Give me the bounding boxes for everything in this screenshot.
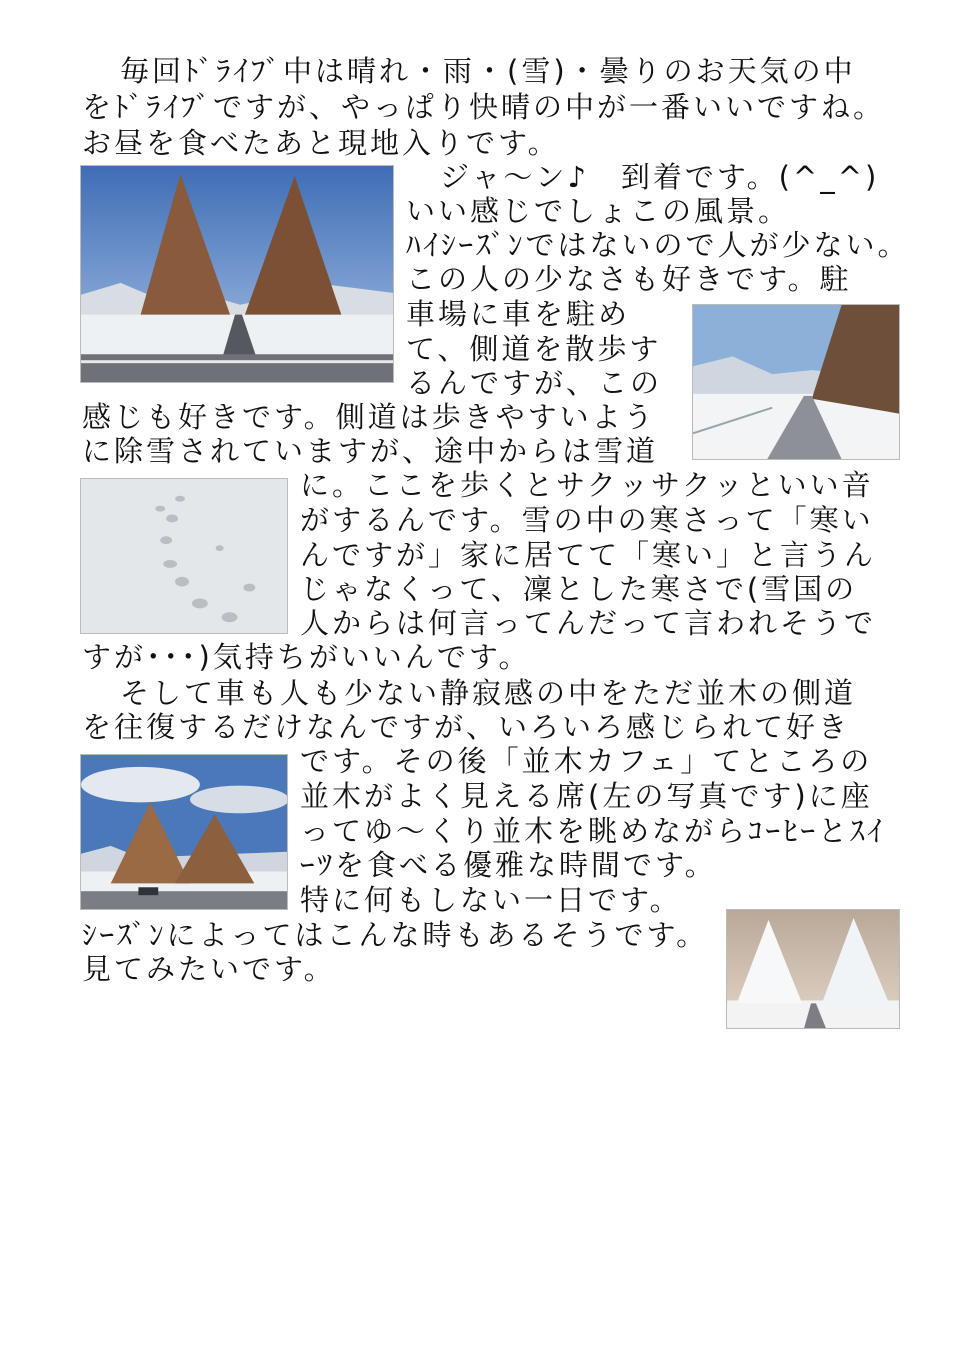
text-line: んですが」家に居てて「寒い」と言うん xyxy=(300,538,877,572)
text-line: をﾄﾞﾗｲﾌﾞですが、やっぱり快晴の中が一番いいですね。 xyxy=(82,90,886,124)
text-line: ﾊｲｼｰｽﾞﾝではないので人が少ない。 xyxy=(406,228,910,262)
text-line: ｰﾂを食べる優雅な時間です。 xyxy=(300,848,717,882)
text-line: 並木がよく見える席(左の写真です)に座 xyxy=(300,779,873,813)
photo-cafe-view xyxy=(80,754,288,910)
text-line: に除雪されていますが、途中からは雪道 xyxy=(82,434,659,468)
text-line: いい感じでしょこの風景。 xyxy=(406,194,791,228)
text-line: て、側道を散歩す xyxy=(406,332,662,366)
text-line: です。その後「並木カフェ」てところの xyxy=(300,744,873,778)
text-line: そして車も人も少ない静寂感の中をただ並木の側道 xyxy=(120,676,857,710)
text-line: 人からは何言ってんだって言われそうで xyxy=(300,606,877,640)
text-line: 特に何もしない一日です。 xyxy=(300,883,682,917)
text-line: ｼｰｽﾞﾝによってはこんな時もあるそうです。 xyxy=(82,918,709,952)
text-line: ってゆ～くり並木を眺めながらｺｰﾋｰとｽｲ xyxy=(300,814,886,848)
text-line: ジャ～ン♪ 到着です。(^_^) xyxy=(440,160,880,194)
text-line: すが･･･)気持ちがいいんです。 xyxy=(82,640,531,674)
text-line: お昼を食べたあと現地入りです。 xyxy=(82,126,560,160)
text-line: を往復するだけなんですが、いろいろ感じられて好き xyxy=(82,710,851,744)
text-line: 毎回ﾄﾞﾗｲﾌﾞ中は晴れ・雨・(雪)・曇りのお天気の中 xyxy=(120,54,856,88)
photo-side-path xyxy=(692,304,900,460)
text-line: じゃなくって、凜とした寒さで(雪国の xyxy=(300,572,858,606)
text-line: 感じも好きです。側道は歩きやすいよう xyxy=(82,400,656,434)
text-line: 見てみたいです。 xyxy=(82,952,336,986)
photo-snow-footprints xyxy=(80,478,288,634)
text-line: 車場に車を駐め xyxy=(406,297,631,331)
photo-frosted-trees xyxy=(726,909,900,1029)
text-line: この人の少なさも好きです。駐 xyxy=(406,262,852,296)
text-line: がするんです。雪の中の寒さって「寒い xyxy=(300,503,874,537)
photo-tree-avenue xyxy=(80,165,394,383)
text-line: に。ここを歩くとサクッサクッといい音 xyxy=(300,468,874,502)
text-line: るんですが、この xyxy=(406,366,663,400)
